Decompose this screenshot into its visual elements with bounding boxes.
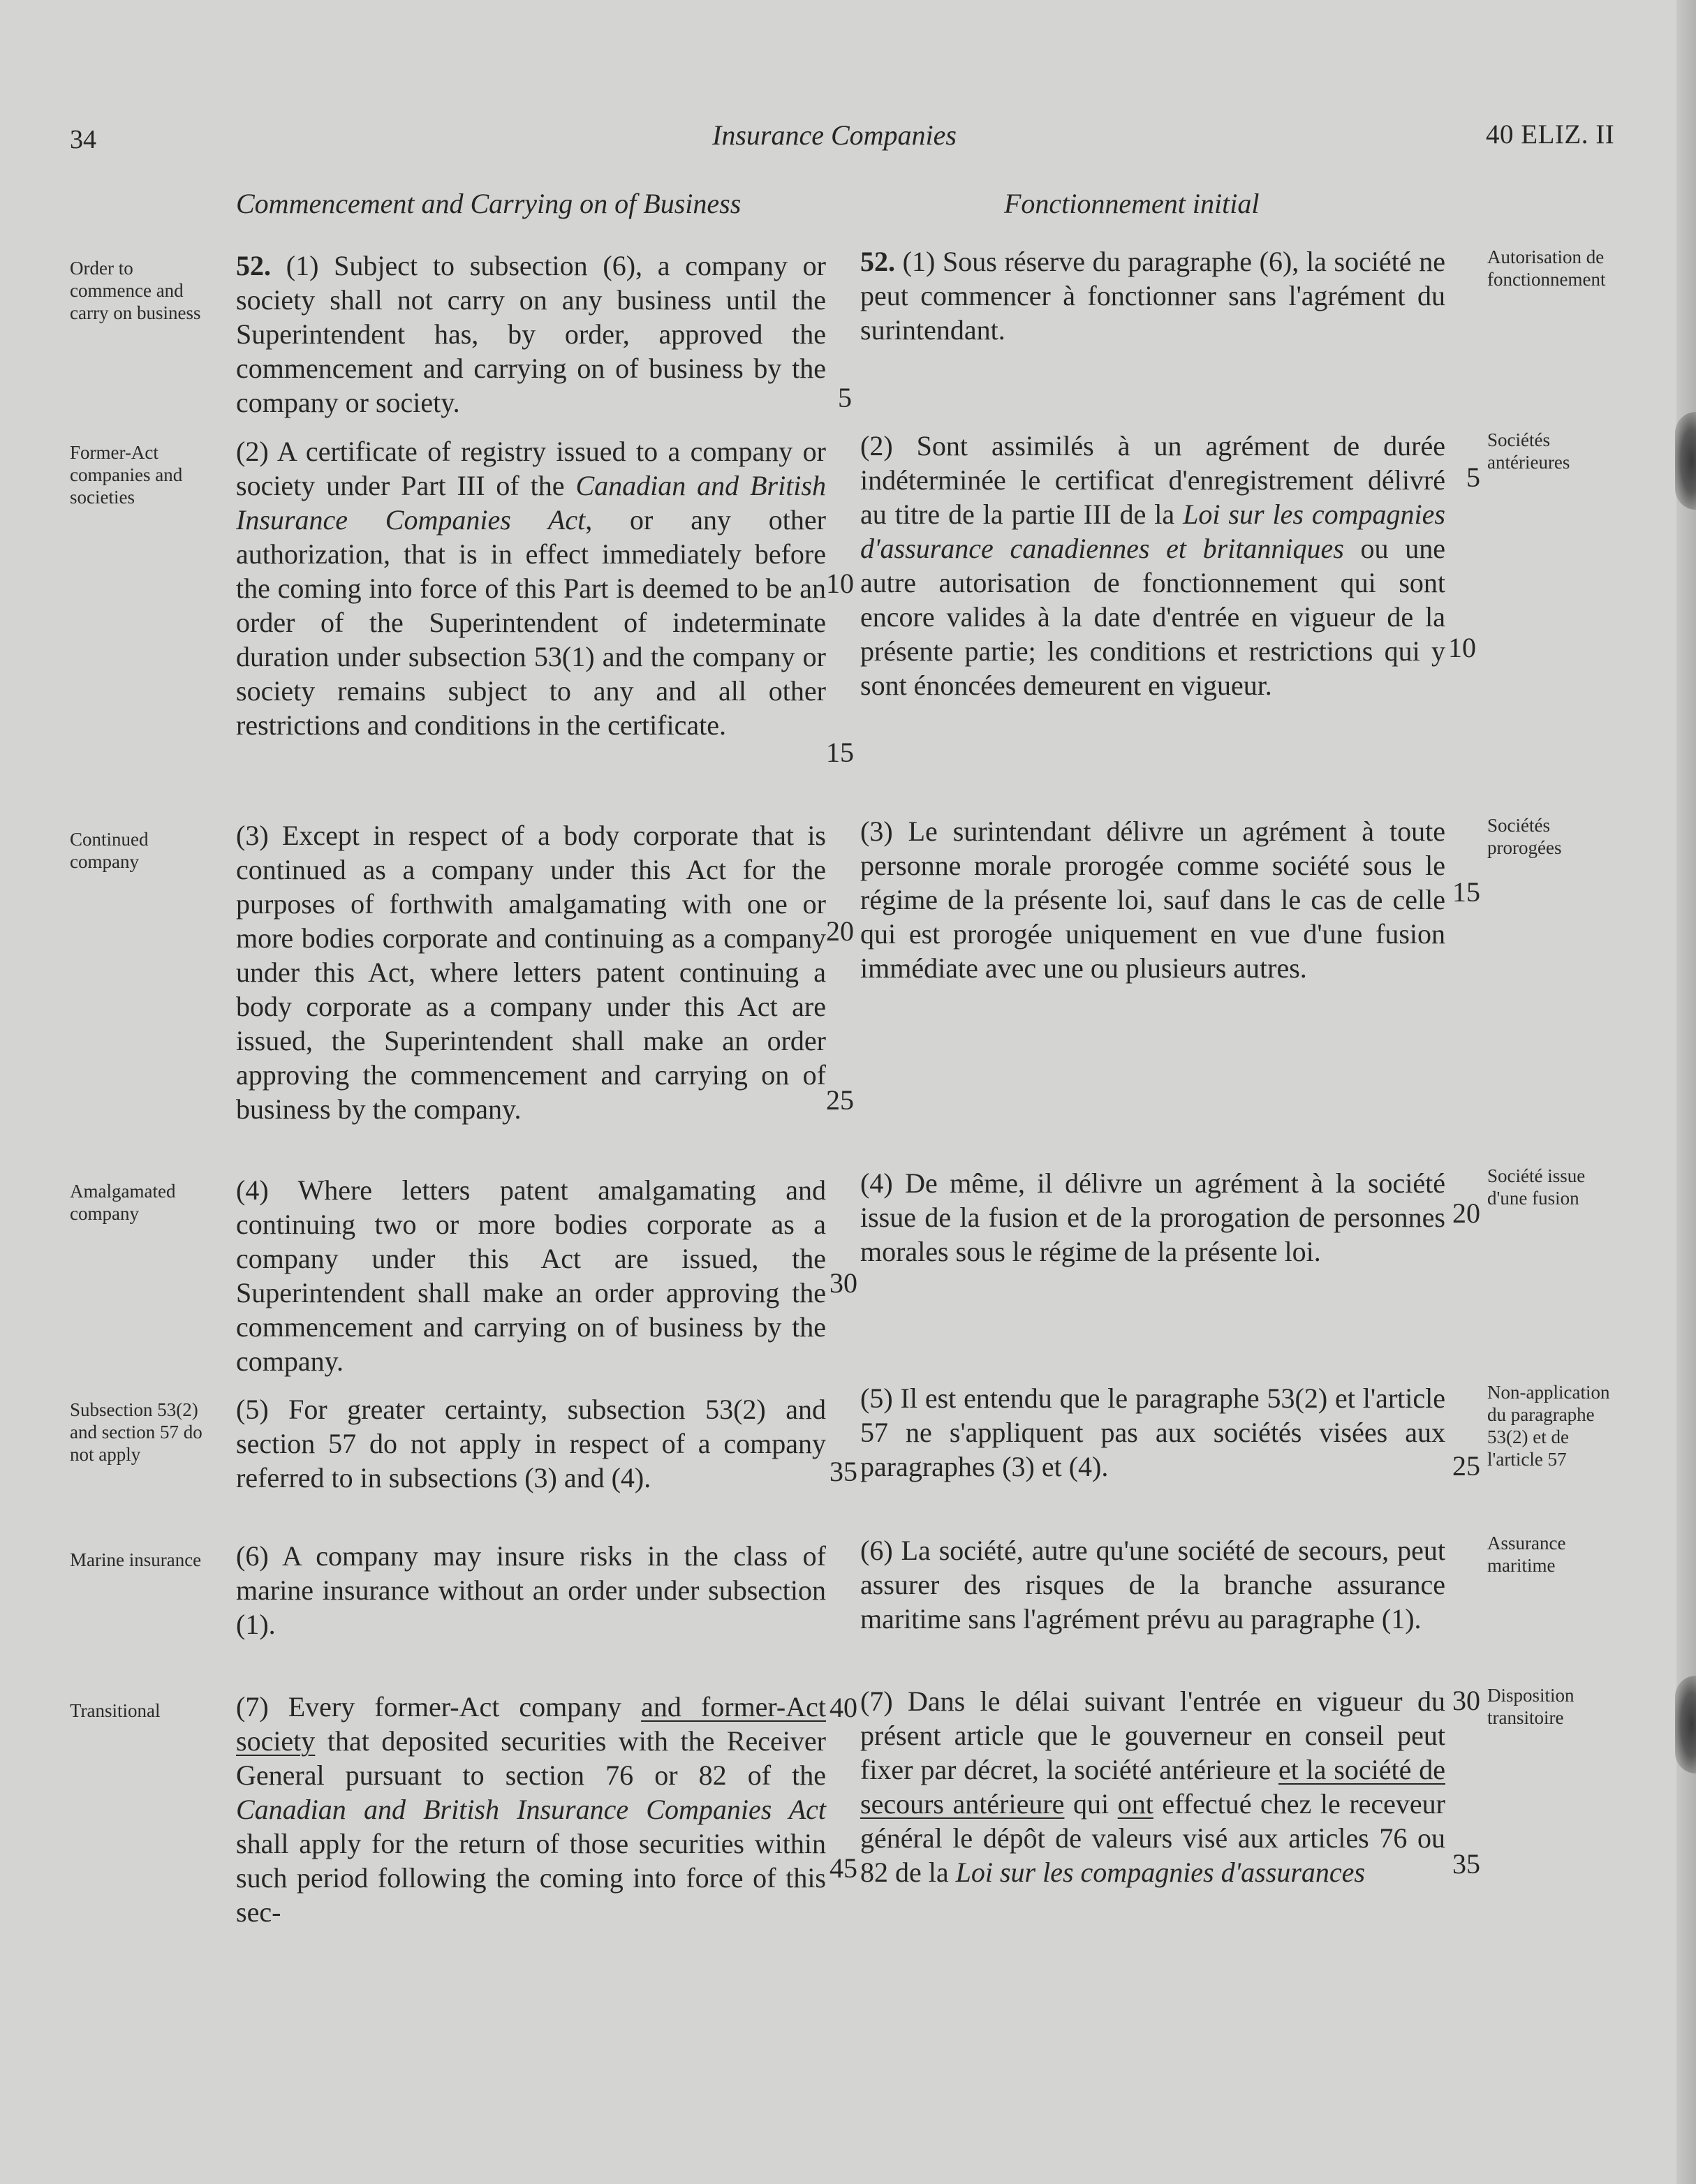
line-number: 30 — [1452, 1685, 1480, 1716]
line-number: 35 — [1452, 1848, 1480, 1880]
paragraph-text: (1) Subject to subsection (6), a company or society shall not carry on any business until the Superintendent has, by order, approved the commencement and carrying on of business by the company or society. — [236, 250, 826, 418]
section-number: 52. — [236, 250, 271, 281]
act-title: Loi sur les compagnies d'assurance canadiennes et britanniques — [860, 499, 1445, 564]
marginal-note: Assurance maritime — [1487, 1533, 1566, 1576]
marginal-note: Autorisation de fonctionnement — [1487, 246, 1606, 290]
french-paragraph — [860, 429, 1445, 702]
marginal-note: Former-Act companies and societies — [70, 442, 183, 508]
french-paragraph: (4) De même, il délivre un agrément à la société issue de la fusion et de la prorogation de personnes morales sous le régime de la présente loi. — [860, 1167, 1445, 1267]
english-paragraph: (3) Except in respect of a body corporate that is continued as a company under this Act for the purposes of forthwith amalgamating with one or more bodies corporate and continuing as a company under this Act, where letters patent continuing a body corporate as a company under this Act are issued, the Superintendent shall make an order approving the commencement and carrying on of business by the company. — [236, 820, 826, 1125]
act-title: Canadian and British Insurance Companies Act — [236, 470, 826, 536]
marginal-note: Subsection 53(2) and section 57 do not apply — [70, 1399, 202, 1465]
english-paragraph — [236, 1690, 826, 1929]
running-title: Insurance Companies — [712, 119, 957, 151]
marginal-note: Order to commence and carry on business — [70, 258, 201, 323]
paragraph-text: shall apply for the return of those securities within such period following the coming into force of this sec- — [236, 1828, 826, 1928]
section-heading-english: Commencement and Carrying on of Business — [236, 188, 742, 219]
section-number: 52. — [860, 246, 895, 277]
paragraph-text: that deposited securities with the Receiver General pursuant to section 76 or 82 of the — [236, 1725, 826, 1791]
line-number: 10 — [1448, 632, 1476, 663]
english-paragraph — [236, 249, 826, 420]
marginal-note: Disposition transitoire — [1487, 1685, 1575, 1728]
english-paragraph: (5) For greater certainty, subsection 53(2) and section 57 do not apply in respect of a company referred to in subsections (3) and (4). — [236, 1394, 826, 1493]
paragraph-text: effectué chez le receveur général le dépôt de valeurs visé aux articles 76 ou 82 de la — [860, 1788, 1445, 1888]
french-paragraph — [860, 244, 1445, 347]
french-paragraph: (6) La société, autre qu'une société de secours, peut assurer des risques de la branche assurance maritime sans l'agrément prévu au paragraphe (1). — [860, 1535, 1445, 1635]
english-paragraph: (6) A company may insure risks in the class of marine insurance without an order under subsection (1). — [236, 1540, 826, 1640]
marginal-note: Sociétés prorogées — [1487, 815, 1562, 858]
paragraph-text: (1) Sous réserve du paragraphe (6), la société ne peut commencer à fonctionner sans l'agrément du surintendant. — [860, 246, 1445, 346]
line-number: 35 — [829, 1456, 857, 1487]
line-number: 15 — [826, 737, 854, 768]
paragraph-text: , or any other authorization, that is in effect immediately before the coming into force of this Part is deemed to be an order of the Superintendent of indeterminate duration under subsection 53(1) and the company or society remains subject to any and all other restrictions and conditions in the certificate. — [236, 504, 826, 741]
line-number: 5 — [838, 382, 852, 413]
english-paragraph: (4) Where letters patent amalgamating and continuing two or more bodies corporate as a company under this Act are issued, the Superintendent shall make an order approving the commencement and carrying on of business by the company. — [236, 1174, 826, 1377]
amendment-underline: ont — [1117, 1788, 1153, 1820]
binder-edge — [1676, 0, 1696, 2184]
punch-hole — [1675, 1676, 1696, 1773]
line-number: 30 — [829, 1267, 857, 1299]
paragraph-text: (2) Sont assimilés à un agrément de durée indéterminée le certificat d'enregistrement délivré au titre de la partie III de la — [860, 430, 1445, 530]
marginal-note: Amalgamated company — [70, 1181, 176, 1224]
marginal-note: Sociétés antérieures — [1487, 429, 1570, 473]
punch-hole — [1675, 412, 1696, 510]
paragraph-text: qui — [1064, 1788, 1118, 1820]
amendment-underline: and former-Act society — [236, 1691, 827, 1757]
paragraph-text: (2) A certificate of registry issued to a company or society under Part III of the — [236, 436, 826, 501]
paragraph-text: (7) Every former-Act company — [236, 1691, 642, 1722]
french-paragraph: (3) Le surintendant délivre un agrément à toute personne morale prorogée comme société sous le régime de la présente loi, sauf dans le cas de celle qui est prorogée uniquement en vue d'une fusion immédiate avec une ou plusieurs autres. — [860, 816, 1445, 984]
marginal-note: Marine insurance — [70, 1549, 202, 1570]
paragraph-text: (7) Dans le délai suivant l'entrée en vigueur du présent article que le gouverneur en conseil peut fixer par décret, la société antérieure — [860, 1685, 1445, 1785]
french-paragraph — [860, 1684, 1445, 1889]
marginal-note: Continued company — [70, 829, 149, 872]
section-heading-french: Fonctionnement initial — [1004, 188, 1260, 219]
french-paragraph: (5) Il est entendu que le paragraphe 53(2) et l'article 57 ne s'appliquent pas aux sociétés visées aux paragraphes (3) et (4). — [860, 1382, 1445, 1482]
line-number: 20 — [1452, 1197, 1480, 1229]
marginal-note: Société issue d'une fusion — [1487, 1165, 1586, 1209]
english-paragraph — [236, 434, 826, 742]
paragraph-text: ou une autre autorisation de fonctionnement qui sont encore valides à la date d'entrée en vigueur de la présente partie; les conditions et restrictions qui y sont énoncées demeurent en vigueur. — [860, 533, 1445, 701]
line-number: 10 — [826, 568, 854, 599]
line-number: 45 — [829, 1852, 857, 1884]
line-number: 5 — [1466, 462, 1480, 493]
regnal-year: 40 ELIZ. II — [1486, 119, 1615, 149]
line-number: 20 — [826, 915, 854, 947]
marginal-note: Non-application du paragraphe 53(2) et de l'article 57 — [1487, 1382, 1610, 1470]
act-title: Loi sur les compagnies d'assurances — [955, 1857, 1365, 1888]
line-number: 25 — [1452, 1450, 1480, 1482]
line-number: 15 — [1452, 876, 1480, 908]
amendment-underline: et la société de secours antérieure — [860, 1754, 1445, 1820]
act-title: Canadian and British Insurance Companies Act — [236, 1794, 826, 1825]
line-number: 25 — [826, 1084, 854, 1116]
line-number: 40 — [829, 1692, 857, 1723]
marginal-note: Transitional — [70, 1700, 161, 1721]
page-number: 34 — [70, 125, 96, 154]
